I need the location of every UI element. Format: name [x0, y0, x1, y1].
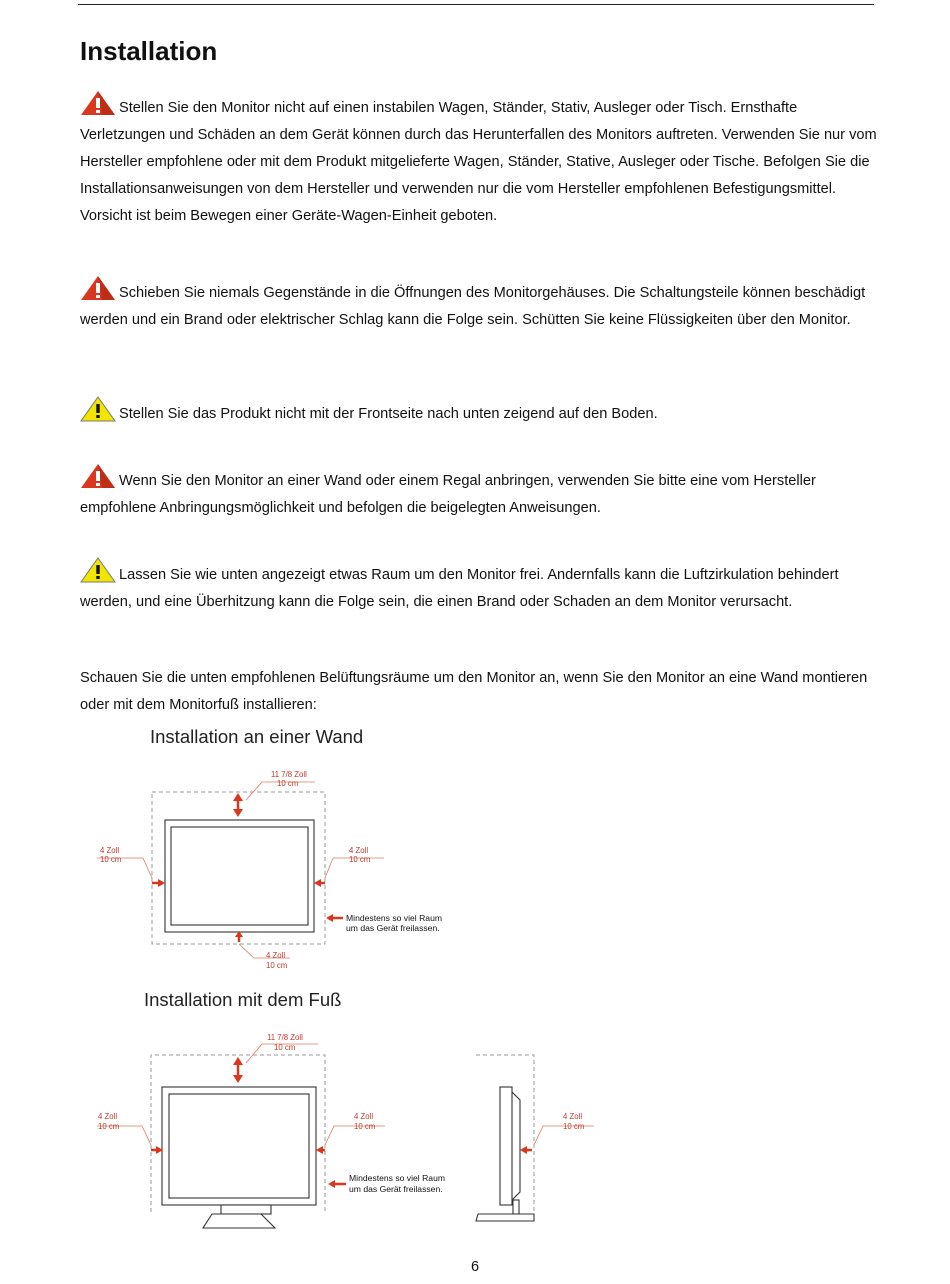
caution-paragraph-2: Lassen Sie wie unten angezeigt etwas Raum um den Monitor frei. Andernfalls kann die Luftzirkulation behindert werden, und eine Überhitzung kann die Folge sein, die einen Brand oder Schaden an dem Monitor verursacht.	[80, 557, 880, 616]
stand-top-label-imperial: 11 7/8 Zoll	[267, 1033, 303, 1042]
wall-left-label-imperial: 4 Zoll	[100, 846, 120, 855]
stand-right-label-imperial: 4 Zoll	[354, 1112, 374, 1121]
wall-left-label-metric: 10 cm	[100, 855, 122, 864]
stand-note-arrow	[328, 1180, 346, 1188]
stand-top-arrow	[233, 1057, 243, 1083]
wall-left-arrow	[152, 879, 165, 887]
ventilation-intro: Schauen Sie die unten empfohlenen Belüftungsräume um den Monitor an, wenn Sie den Monitor an eine Wand montieren oder mit dem Monitorfuß installieren:	[80, 670, 868, 713]
side-label-imperial: 4 Zoll	[563, 1112, 583, 1121]
stand-left-label-metric: 10 cm	[98, 1122, 120, 1131]
wall-right-label-imperial: 4 Zoll	[349, 846, 369, 855]
wall-bottom-label-metric: 10 cm	[266, 961, 288, 970]
side-base	[476, 1214, 534, 1221]
stand-top-label-metric: 10 cm	[274, 1043, 296, 1052]
stand-base	[203, 1214, 275, 1228]
stand-neck	[221, 1205, 271, 1214]
wall-top-label-imperial: 11 7/8 Zoll	[271, 770, 307, 779]
page-number: 6	[470, 1259, 480, 1275]
wall-note-line-2: um das Gerät freilassen.	[346, 923, 440, 933]
side-monitor-body	[500, 1087, 512, 1205]
wall-note-line-1: Mindestens so viel Raum	[346, 913, 443, 923]
side-label-metric: 10 cm	[563, 1122, 585, 1131]
stand-monitor-screen	[169, 1094, 309, 1198]
wall-top-arrow	[233, 793, 243, 817]
stand-left-arrow	[151, 1146, 163, 1154]
wall-note-arrow	[326, 914, 343, 922]
wall-figure-title: Installation an einer Wand	[150, 726, 364, 747]
warning-paragraph-3: Wenn Sie den Monitor an einer Wand oder einem Regal anbringen, verwenden Sie bitte eine vom Hersteller empfohlene Anbringungsmöglichkeit und befolgen die beigelegten Anweisungen.	[80, 463, 880, 522]
side-neck	[513, 1200, 519, 1214]
wall-right-label-metric: 10 cm	[349, 855, 371, 864]
wall-bottom-label-imperial: 4 Zoll	[266, 951, 286, 960]
wall-monitor-screen	[171, 827, 308, 925]
stand-note-line-2: um das Gerät freilassen.	[349, 1184, 443, 1194]
stand-figure-title: Installation mit dem Fuß	[144, 989, 342, 1010]
stand-right-arrow	[316, 1146, 325, 1154]
warning-paragraph-1: Stellen Sie den Monitor nicht auf einen instabilen Wagen, Ständer, Stativ, Ausleger oder Tisch. Ernsthafte Verletzungen und Schäden an dem Gerät können durch das Herunterfallen des Monitors auftreten. Verwenden Sie nur vom Hersteller empfohlene oder mit dem Produkt mitgelieferte Wagen, Ständer, Stative, Ausleger oder Tische. Befolgen Sie die Installationsanweisungen von dem Hersteller und verwenden nur die vom Hersteller empfohlenen Befestigungsmittel. Vorsicht ist beim Bewegen einer Geräte-Wagen-Einheit geboten.	[80, 90, 880, 230]
stand-note-line-1: Mindestens so viel Raum	[349, 1173, 446, 1183]
warning-paragraph-2: Schieben Sie niemals Gegenstände in die Öffnungen des Monitorgehäuses. Die Schaltungsteile können beschädigt werden und ein Brand oder elektrischer Schlag kann die Folge sein. Schütten Sie keine Flüssigkeiten über den Monitor.	[80, 275, 880, 334]
wall-right-arrow	[314, 879, 325, 887]
stand-side-view	[476, 1055, 594, 1221]
stand-diagram	[97, 1033, 594, 1228]
page-title: Installation	[80, 36, 218, 66]
stand-left-label-imperial: 4 Zoll	[98, 1112, 118, 1121]
wall-diagram	[97, 770, 442, 970]
wall-top-label-metric: 10 cm	[277, 779, 299, 788]
side-arrow	[520, 1146, 532, 1154]
stand-right-label-metric: 10 cm	[354, 1122, 376, 1131]
wall-bottom-arrow	[235, 931, 243, 942]
caution-paragraph-1: Stellen Sie das Produkt nicht mit der Frontseite nach unten zeigend auf den Boden.	[80, 396, 880, 428]
